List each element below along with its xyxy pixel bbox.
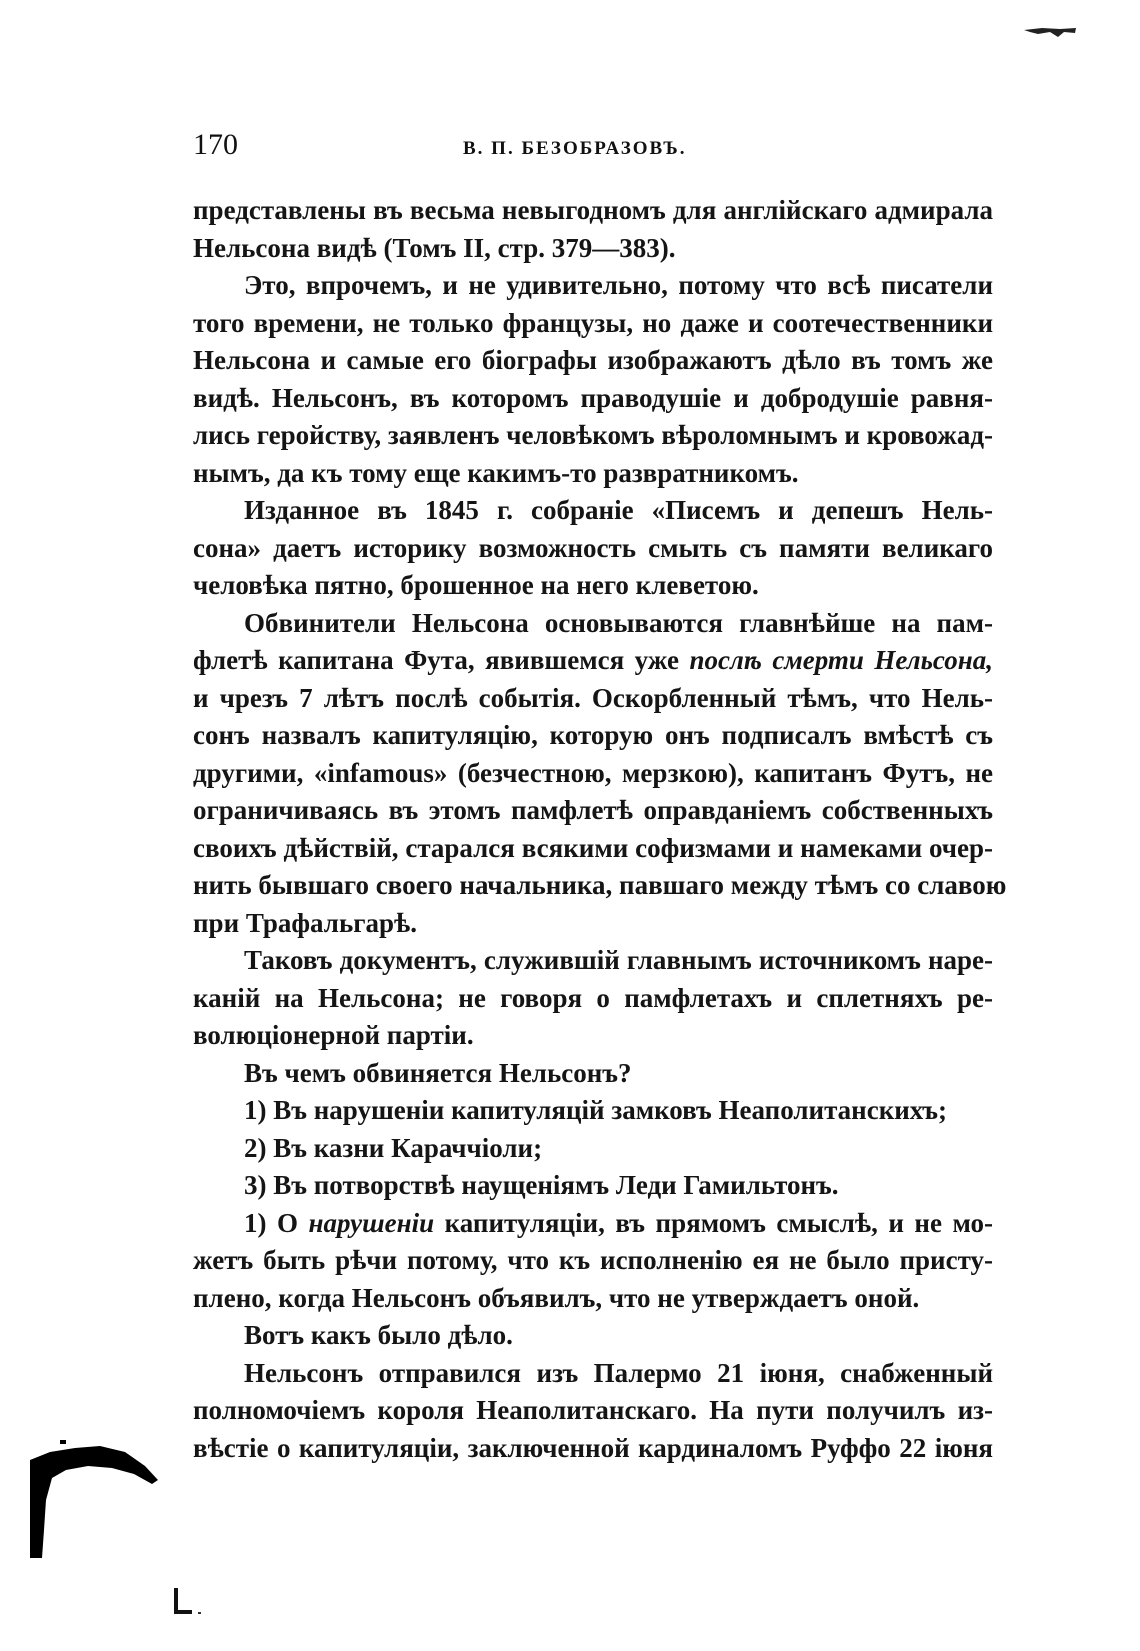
body-text xyxy=(193,192,1007,1467)
text-line: Нельсонъ отправился изъ Палермо 21 іюня, снабженный xyxy=(244,1357,993,1388)
text-line xyxy=(193,1205,993,1243)
list-item: 3) Въ потворствѣ наущеніямъ Леди Гамильтонъ. xyxy=(244,1170,839,1200)
text-line: и чрезъ 7 лѣтъ послѣ событія. Оскорбленный тѣмъ, что Нель- xyxy=(193,682,993,713)
text-line: нымъ, да къ тому еще какимъ-то развратникомъ. xyxy=(193,457,799,488)
text-line: своихъ дѣйствій, старался всякими софизмами и намеками очер- xyxy=(193,832,993,863)
text-line xyxy=(193,642,993,680)
text-line: вѣстіе о капитуляціи, заключенной кардиналомъ Руффо 22 іюня xyxy=(193,1432,993,1463)
scan-speck-mark xyxy=(172,1588,212,1618)
list-item: 2) Въ казни Караччіоли; xyxy=(244,1132,543,1163)
text-line: Это, впрочемъ, и не удивительно, потому что всѣ писатели xyxy=(244,270,993,300)
text-line: волюціонерной партіи. xyxy=(193,1020,474,1050)
scan-speck-mark xyxy=(1020,26,1080,40)
text-line: полномочіемъ короля Неаполитанскаго. На пути получилъ из- xyxy=(193,1395,993,1425)
running-head: В. П. БЕЗОБРАЗОВЪ. xyxy=(463,138,687,159)
text-line: жетъ быть рѣчи потому, что къ исполненію ея не было присту- xyxy=(193,1245,993,1275)
text-span: 1) О xyxy=(244,1207,309,1238)
text-line: представлены въ весьма невыгодномъ для англійскаго адмирала xyxy=(193,195,993,225)
list-item: 1) Въ нарушеніи капитуляцій замковъ Неаполитанскихъ; xyxy=(244,1095,948,1125)
text-line: каній на Нельсона; не говоря о памфлетахъ и сплетняхъ ре- xyxy=(193,982,993,1013)
text-line: лись геройству, заявленъ человѣкомъ вѣроломнымъ и кровожад- xyxy=(193,420,993,450)
text-line: видѣ. Нельсонъ, въ которомъ праводушіе и добродушіе равня- xyxy=(193,382,993,413)
text-line: человѣка пятно, брошенное на него клеветою. xyxy=(193,570,759,600)
text-line: другими, «infamous» (безчестною, мерзкою), капитанъ Футъ, не xyxy=(193,757,993,788)
text-span: флетѣ капитана Фута, явившемся уже xyxy=(193,645,690,675)
text-span: капитуляціи, въ прямомъ смыслѣ, и не мо- xyxy=(434,1207,993,1238)
italic-phrase: послѣ смерти Нельсона, xyxy=(689,645,993,675)
text-line: Въ чемъ обвиняется Нельсонъ? xyxy=(244,1057,632,1088)
text-line: Нельсона видѣ (Томъ II, стр. 379—383). xyxy=(193,232,676,263)
text-line: плено, когда Нельсонъ объявилъ, что не утверждаетъ оной. xyxy=(193,1282,920,1313)
page-header xyxy=(193,128,993,168)
text-line: ограничиваясь въ этомъ памфлетѣ оправданіемъ собственныхъ xyxy=(193,795,993,825)
scan-artifact-mark xyxy=(30,1440,160,1560)
italic-phrase: нарушеніи xyxy=(308,1207,435,1238)
text-line: Нельсона и самые его біографы изображаютъ дѣло въ томъ же xyxy=(193,345,993,375)
page-number: 170 xyxy=(193,128,238,161)
text-line: нить бывшаго своего начальника, павшаго между тѣмъ со славою xyxy=(193,870,1007,900)
text-line: того времени, не только французы, но даже и соотечественники xyxy=(193,307,993,338)
text-line: Обвинители Нельсона основываются главнѣйше на пам- xyxy=(244,607,993,638)
text-line: сонъ назвалъ капитуляцію, которую онъ подписалъ вмѣстѣ съ xyxy=(193,720,993,750)
text-line: сона» даетъ историку возможность смыть съ памяти великаго xyxy=(193,532,993,563)
text-line: Вотъ какъ было дѣло. xyxy=(244,1320,513,1350)
text-line: Изданное въ 1845 г. собраніе «Писемъ и депешъ Нель- xyxy=(244,495,993,525)
text-line: при Трафальгарѣ. xyxy=(193,907,417,938)
text-line: Таковъ документъ, служившій главнымъ источникомъ наре- xyxy=(244,945,993,975)
